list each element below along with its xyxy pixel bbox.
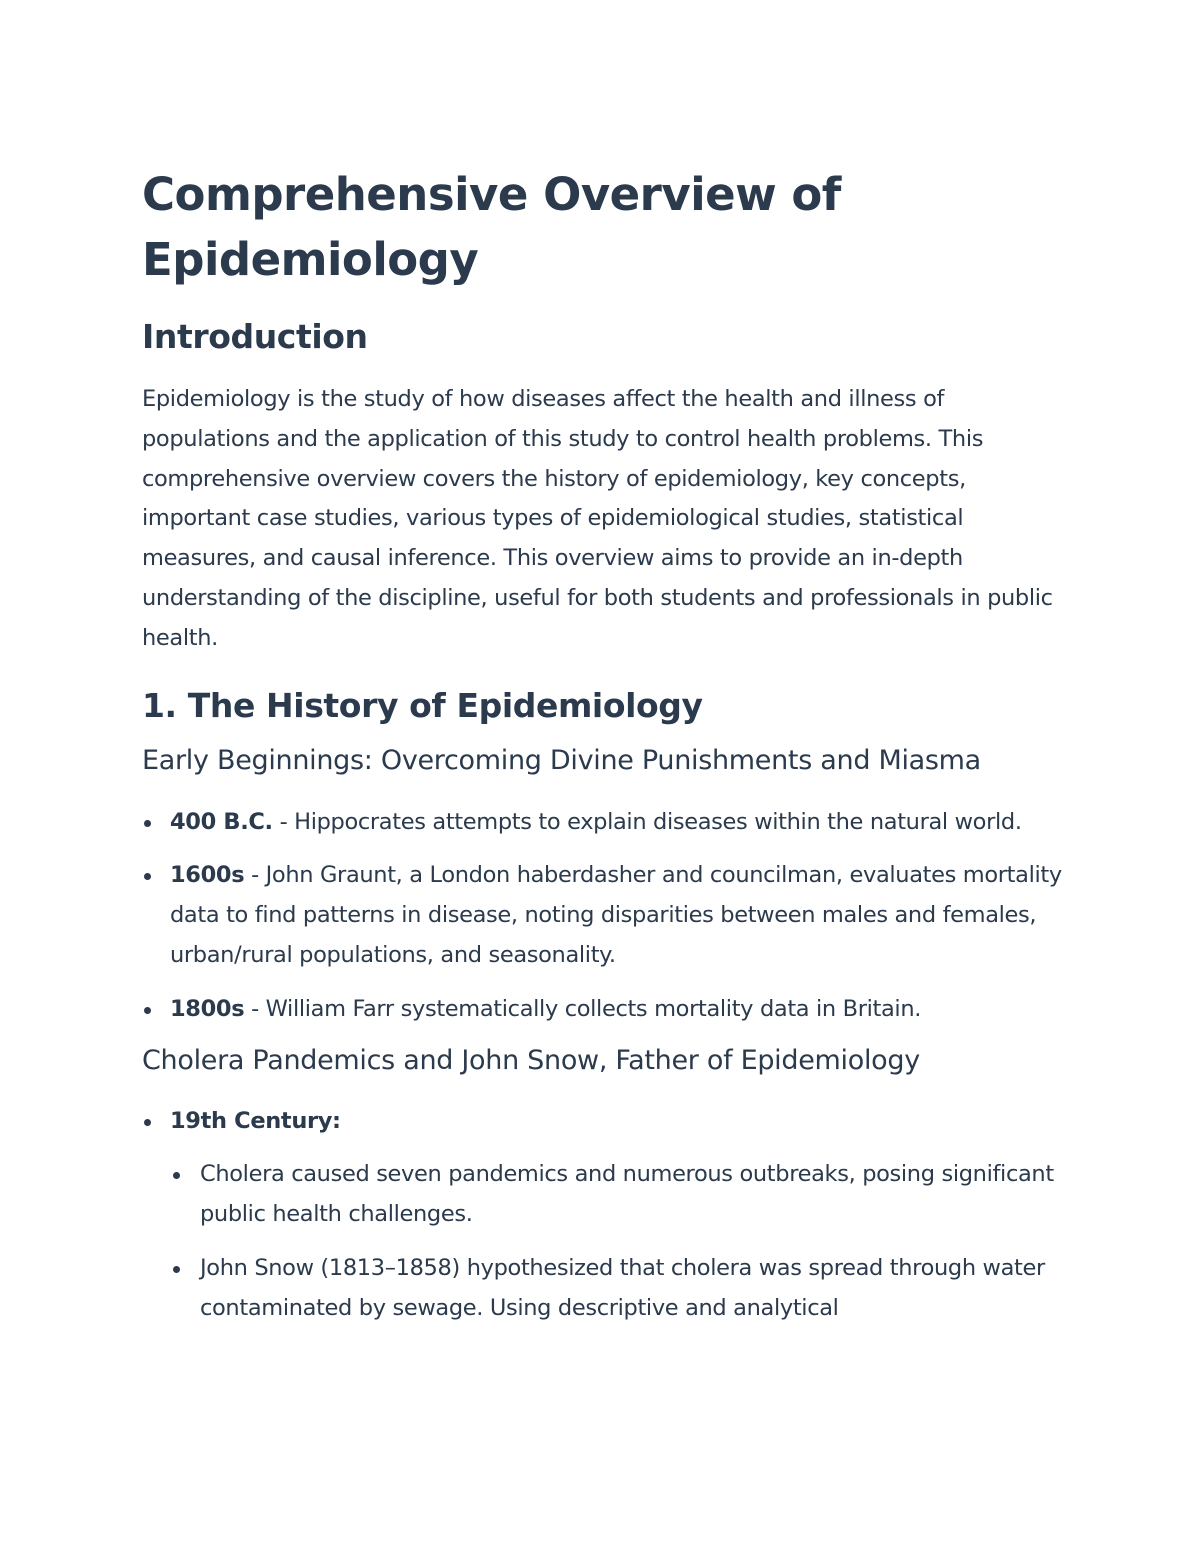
sublist-item: Cholera caused seven pandemics and numerous outbreaks, posing significant public health challenges. [170,1155,1072,1235]
list-item [142,1102,1072,1329]
cholera-heading: Cholera Pandemics and John Snow, Father of Epidemiology [142,1044,920,1076]
introduction-heading: Introduction [142,317,368,356]
cholera-sublist [170,1155,1072,1328]
history-section-heading: 1. The History of Epidemiology [142,685,703,725]
list-item [142,856,1072,975]
list-item-term: 1600s [170,862,245,889]
century-label: 19th Century: [170,1107,341,1134]
document-title: Comprehensive Overview of Epidemiology [142,168,841,286]
list-item-term: 400 B.C. [170,808,273,835]
early-beginnings-list [142,803,1072,1030]
cholera-list [142,1102,1072,1329]
sublist-item: John Snow (1813–1858) hypothesized that cholera was spread through water contaminated by sewage. Using descriptive and analytical [170,1249,1072,1329]
early-beginnings-heading: Early Beginnings: Overcoming Divine Punishments and Miasma [142,744,981,776]
document-body [142,162,1072,1329]
list-item-text: - William Farr systematically collects mortality data in Britain. [244,995,922,1022]
list-item [142,990,1072,1030]
list-item-term: 1800s [170,995,245,1022]
list-item [142,803,1072,843]
introduction-paragraph: Epidemiology is the study of how diseases affect the health and illness of populations and the application of this study to control health problems. This comprehensive overview covers the history of epidemiology, key concepts, important case studies, various types of epidemiological studies, statistical measures, and causal inference. This overview aims to provide an in-depth understanding of the discipline, useful for both students and professionals in public health. [142,386,1053,651]
list-item-text: - Hippocrates attempts to explain diseases within the natural world. [272,808,1022,835]
list-item-text: - John Graunt, a London haberdasher and councilman, evaluates mortality data to find patterns in disease, noting disparities between males and females, urban/rural populations, and seasonality. [170,862,1062,968]
